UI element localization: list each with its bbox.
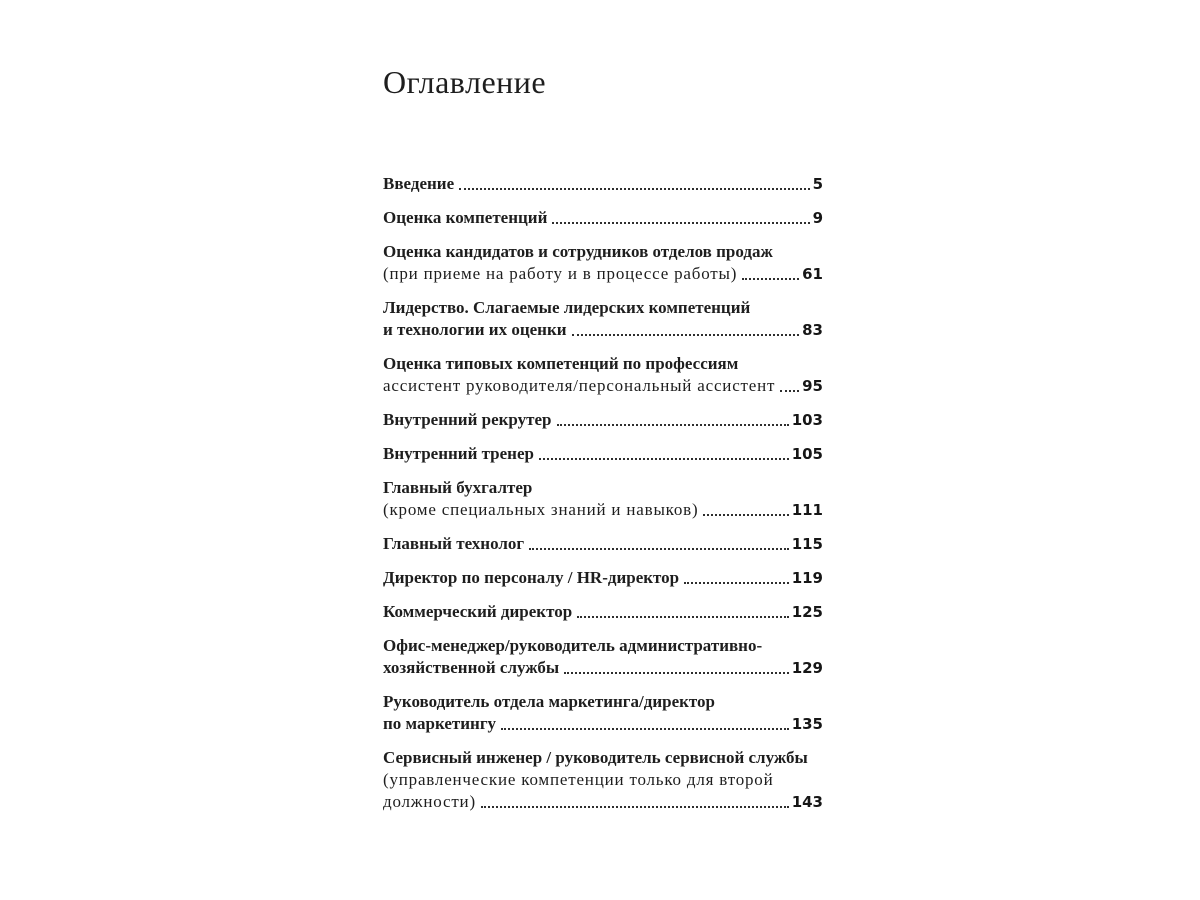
toc-entry-title: по маркетингу — [383, 714, 497, 733]
toc-page-number: 143 — [791, 793, 823, 811]
page-title: Оглавление — [383, 64, 547, 100]
dotted-leader — [552, 222, 809, 224]
toc-entry-line — [383, 498, 823, 520]
dotted-leader — [703, 514, 788, 516]
toc-entry-line — [383, 206, 823, 228]
dotted-leader — [564, 672, 789, 674]
toc-entry — [383, 566, 823, 588]
toc-entry-line — [383, 262, 823, 284]
toc-entry-line — [383, 566, 823, 588]
dotted-leader — [557, 424, 789, 426]
toc-entry-title: Оценка кандидатов и сотрудников отделов продаж — [383, 242, 773, 261]
toc-page-number: 125 — [791, 603, 823, 621]
toc-entry-title: Руководитель отдела маркетинга/директор — [383, 692, 715, 711]
toc-page-number: 5 — [812, 175, 823, 193]
toc-entry-title: Главный бухгалтер — [383, 478, 533, 497]
toc-entry-subtitle: ассистент руководителя/персональный ассистент — [383, 376, 776, 395]
toc-entry — [383, 746, 823, 812]
toc-entry-subtitle: (управленческие компетенции только для второй — [383, 770, 774, 789]
toc-entry-line — [383, 656, 823, 678]
toc-entry-title: Директор по персоналу / HR-директор — [383, 568, 680, 587]
toc-page-number: 129 — [791, 659, 823, 677]
dotted-leader — [459, 188, 809, 190]
toc-entry-subtitle: (при приеме на работу и в процессе работы) — [383, 264, 738, 283]
toc-entry-title: Офис-менеджер/руководитель административно- — [383, 636, 763, 655]
dotted-leader — [742, 278, 799, 280]
toc-entry-subtitle: должности) — [383, 792, 476, 811]
toc-entry — [383, 206, 823, 228]
toc-entry-line — [383, 296, 823, 318]
toc-entry — [383, 634, 823, 678]
toc-entry-title: Главный технолог — [383, 534, 525, 553]
toc-entry-title: Оценка компетенций — [383, 208, 548, 227]
toc-entry-line — [383, 318, 823, 340]
toc-entry — [383, 442, 823, 464]
toc-page-number: 105 — [791, 445, 823, 463]
toc-entry-title: Лидерство. Слагаемые лидерских компетенций — [383, 298, 751, 317]
toc-entry-line — [383, 172, 823, 194]
toc-entry-line — [383, 476, 823, 498]
toc-entry-line — [383, 408, 823, 430]
toc-entry — [383, 240, 823, 284]
toc-page-number: 9 — [812, 209, 823, 227]
dotted-leader — [481, 806, 789, 808]
toc-entry-line — [383, 240, 823, 262]
dotted-leader — [539, 458, 789, 460]
toc-entry-line — [383, 712, 823, 734]
toc-entry-title: Сервисный инженер / руководитель сервисной службы — [383, 748, 808, 767]
toc-entry — [383, 476, 823, 520]
toc-entry — [383, 690, 823, 734]
toc-entry — [383, 408, 823, 430]
toc-page-number: 83 — [802, 321, 823, 339]
dotted-leader — [577, 616, 789, 618]
dotted-leader — [501, 728, 789, 730]
dotted-leader — [780, 390, 799, 392]
toc-entry-line — [383, 634, 823, 656]
toc-entry-line — [383, 790, 823, 812]
toc-entry-title: Введение — [383, 174, 455, 193]
toc-entry-subtitle: (кроме специальных знаний и навыков) — [383, 500, 699, 519]
toc-entry-title: Внутренний рекрутер — [383, 410, 552, 429]
toc-entry — [383, 532, 823, 554]
toc-page-number: 95 — [802, 377, 823, 395]
toc-entry — [383, 600, 823, 622]
toc-entry-title: Оценка типовых компетенций по профессиям — [383, 354, 739, 373]
toc-entry-line — [383, 352, 823, 374]
toc-entry-title: Внутренний тренер — [383, 444, 534, 463]
dotted-leader — [572, 334, 800, 336]
toc-entry-line — [383, 532, 823, 554]
toc-entry — [383, 296, 823, 340]
toc-entry-line — [383, 374, 823, 396]
dotted-leader — [529, 548, 789, 550]
toc-entry-title: и технологии их оценки — [383, 320, 567, 339]
toc-entry-line — [383, 768, 823, 790]
toc-entry — [383, 172, 823, 194]
toc-entry-line — [383, 600, 823, 622]
toc-entry-line — [383, 690, 823, 712]
toc-entry — [383, 352, 823, 396]
toc-page-number: 115 — [791, 535, 823, 553]
toc-page-number: 119 — [791, 569, 823, 587]
toc-list — [383, 172, 823, 824]
toc-page-number: 103 — [791, 411, 823, 429]
toc-entry-title: хозяйственной службы — [383, 658, 560, 677]
toc-page-number: 61 — [802, 265, 823, 283]
toc-entry-title: Коммерческий директор — [383, 602, 573, 621]
toc-page-number: 111 — [791, 501, 823, 519]
dotted-leader — [684, 582, 789, 584]
toc-entry-line — [383, 442, 823, 464]
toc-page-number: 135 — [791, 715, 823, 733]
toc-entry-line — [383, 746, 823, 768]
